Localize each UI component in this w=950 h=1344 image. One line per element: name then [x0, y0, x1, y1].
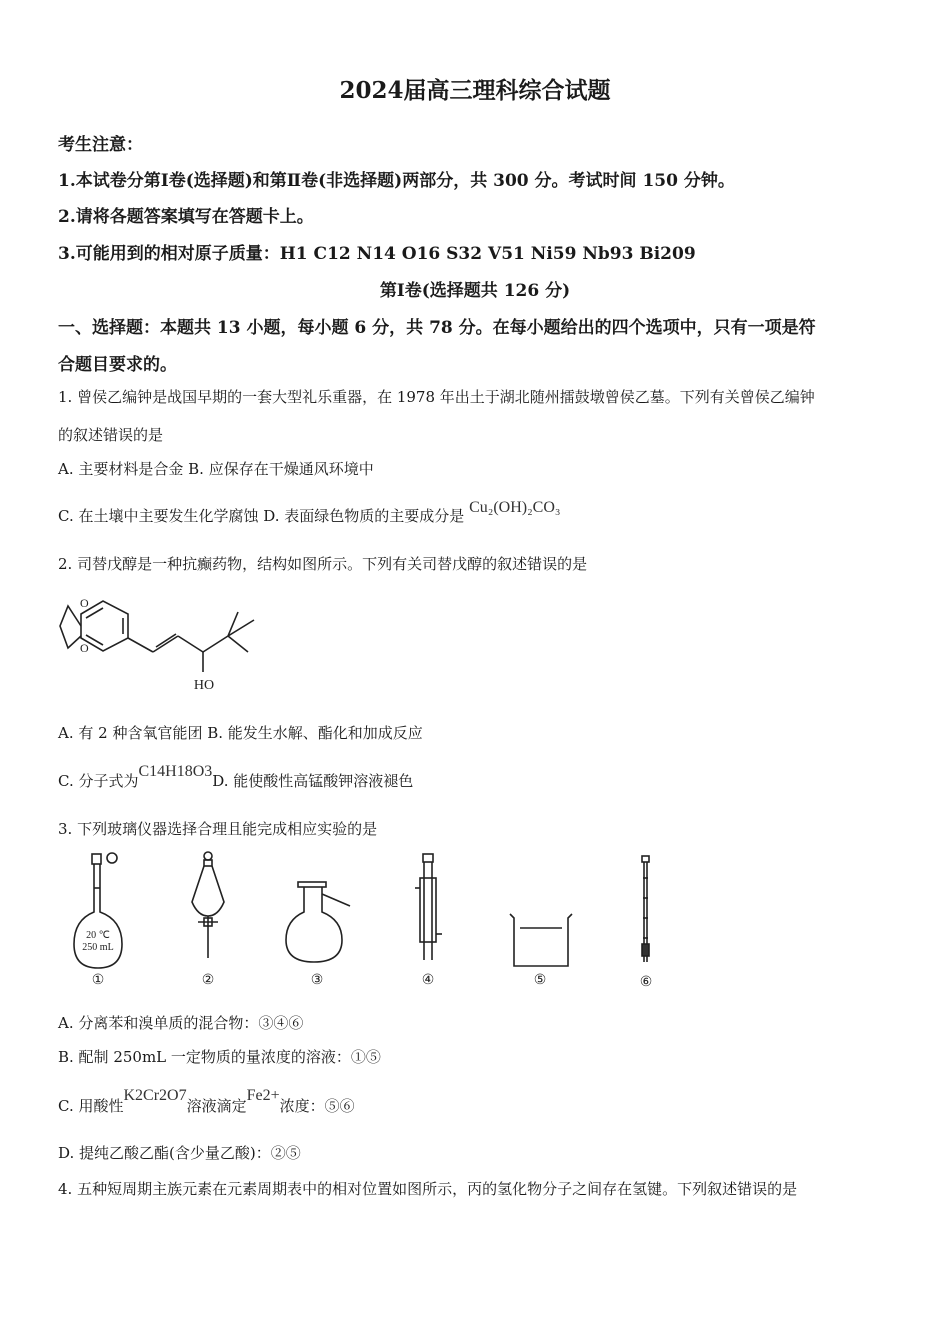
q3-ion-formula: Fe2+	[246, 1087, 280, 1104]
beaker	[510, 914, 572, 966]
q3-option-c-prefix: C. 用酸性	[58, 1097, 124, 1115]
q3-dichromate-formula: K2Cr2O7	[123, 1087, 187, 1104]
q2-formula-text: C14H18O3	[138, 763, 213, 780]
q3-stem: 3. 下列玻璃仪器选择合理且能完成相应实验的是	[58, 820, 378, 838]
q1-stem-line1: 1. 曾侯乙编钟是战国早期的一套大型礼乐重器，在 1978 年出土于湖北随州擂鼓墩曾侯乙墓。下列有关曾侯乙编钟	[58, 388, 815, 406]
dioxole-ring	[60, 606, 81, 648]
apparatus-number-6: ⑥	[639, 975, 653, 990]
part-one-instructions-line2: 合题目要求的。	[58, 355, 177, 375]
q3-option-c-mid: 溶液滴定	[186, 1097, 247, 1115]
flask-label-volume: 250 mL	[82, 942, 114, 953]
q1-options-ab: A. 主要材料是合金 B. 应保存在干燥通风环境中	[58, 460, 374, 478]
notice-item-2: 2.请将各题答案填写在答题卡上。	[58, 207, 314, 227]
apparatus-number-1: ①	[91, 973, 105, 988]
apparatus-number-2: ②	[201, 973, 215, 988]
oxygen-atom-top: O	[80, 596, 89, 610]
burette	[415, 854, 442, 960]
q2-options-cd	[58, 763, 414, 791]
hydroxyl-label: HO	[193, 678, 215, 693]
apparatus-number-5: ⑤	[533, 973, 547, 988]
q3-option-d: D. 提纯乙酸乙酯(含少量乙酸)：②⑤	[58, 1144, 301, 1162]
q3-option-a: A. 分离苯和溴单质的混合物：③④⑥	[58, 1014, 304, 1032]
q3-option-c	[58, 1087, 355, 1116]
q3-option-c-suffix: 浓度：⑤⑥	[279, 1097, 355, 1115]
apparatus-number-4: ④	[421, 973, 435, 988]
q1-stem-line2: 的叙述错误的是	[58, 426, 164, 444]
notice-item-3: 3.可能用到的相对原子质量：H1 C12 N14 O16 S32 V51 Ni59 Nb93 Bi209	[58, 244, 696, 264]
q2-options-ab: A. 有 2 种含氧官能团 B. 能发生水解、酯化和加成反应	[58, 724, 423, 742]
glassware-figure	[58, 848, 698, 993]
q1-options-cd	[58, 499, 561, 526]
q1-options-cd-text: C. 在土壤中主要发生化学腐蚀 D. 表面绿色物质的主要成分是	[58, 507, 465, 525]
q3-option-b: B. 配制 250mL 一定物质的量浓度的溶液：①⑤	[58, 1048, 381, 1066]
stiripentol-structure-diagram	[58, 590, 288, 695]
distilling-flask	[286, 882, 350, 962]
page-title: 2024届高三理科综合试题	[339, 77, 611, 104]
flask-label-temp: 20 ℃	[86, 930, 110, 941]
q4-stem: 4. 五种短周期主族元素在元素周期表中的相对位置如图所示，丙的氢化物分子之间存在氢键。下列叙述错误的是	[58, 1180, 798, 1198]
separatory-funnel	[192, 852, 224, 958]
oxygen-atom-bottom: O	[80, 641, 89, 655]
q2-option-c-prefix: C. 分子式为	[58, 772, 139, 790]
q2-option-d: D. 能使酸性高锰酸钾溶液褪色	[212, 772, 414, 790]
section-title: 第Ⅰ卷(选择题共 126 分)	[379, 281, 571, 301]
q2-stem: 2. 司替戊醇是一种抗癫药物，结构如图所示。下列有关司替戊醇的叙述错误的是	[58, 555, 588, 573]
notice-item-1: 1.本试卷分第Ⅰ卷(选择题)和第Ⅱ卷(非选择题)两部分，共 300 分。考试时间 150 分钟。	[58, 171, 735, 191]
apparatus-number-3: ③	[310, 973, 324, 988]
q2-formula	[138, 763, 212, 780]
q1-formula: Cu₂(OH)₂CO₃	[469, 499, 561, 516]
graduated-pipette	[642, 856, 649, 962]
part-one-instructions-line1: 一、选择题：本题共 13 小题，每小题 6 分，共 78 分。在每小题给出的四个选项中，只有一项是符	[58, 318, 816, 338]
notice-heading: 考生注意：	[58, 135, 143, 155]
